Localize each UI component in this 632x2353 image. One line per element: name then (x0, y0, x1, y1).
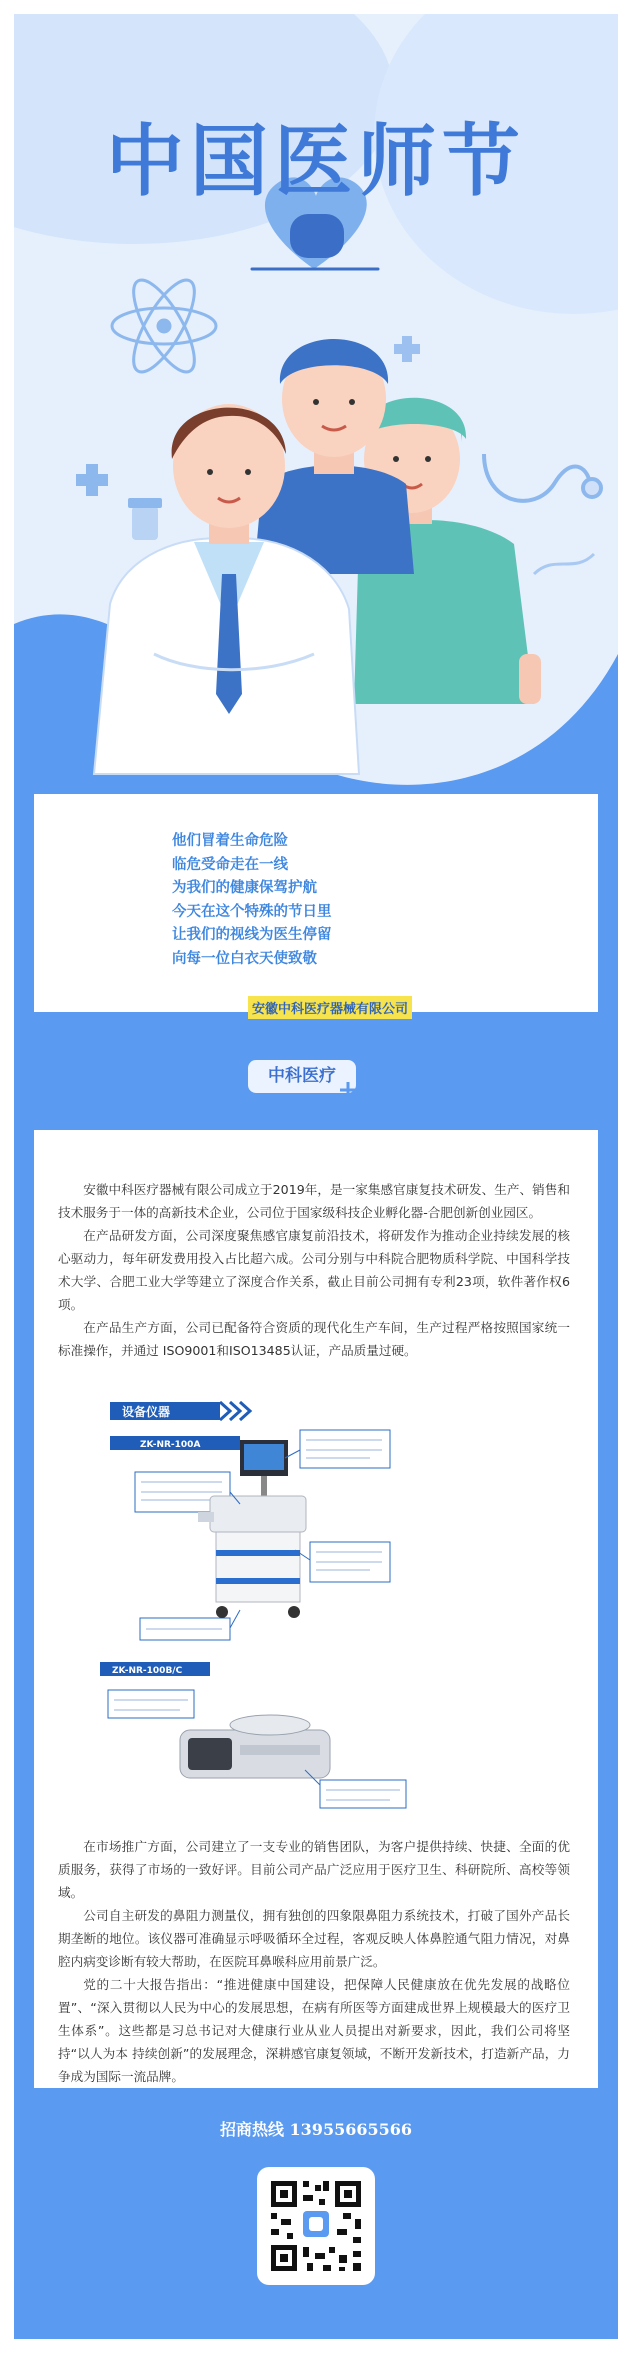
poem-line: 为我们的健康保驾护航 (172, 880, 317, 896)
product-diagram (90, 1400, 420, 1820)
hotline-text: 招商热线 13955665566 (219, 2120, 413, 2139)
medical-cross-icon-small (394, 336, 420, 362)
poem-line: 他们冒着生命危险 (172, 833, 288, 849)
sparkle-icon (340, 1080, 366, 1100)
article-paragraph: 党的二十大报告指出：“推进健康中国建设，把保障人民健康放在优先发展的战略位置”、“深入贯彻以人民为中心的发展思想，在病有所医等方面建成世界上规模最大的医疗卫生体系”。这些都是习总书记对大健康行业从业人员提出对新要求，因此，我们公司将坚持“以人为本 持续创新”的发展理念，深耕感官康复领域，不断开发新技术，打造新产品，力争成为国际一流品牌。 (58, 1977, 570, 2084)
article-paragraph: 在市场推广方面，公司建立了一支专业的销售团队，为客户提供持续、快捷、全面的优质服务，获得了市场的一致好评。目前公司产品广泛应用于医疗卫生、科研院所、高校等领域。 (58, 1839, 570, 1900)
stethoscope-icon (484, 454, 601, 501)
info-box-1 (300, 1430, 390, 1468)
cart-device (198, 1440, 306, 1618)
hero-poster (14, 14, 618, 804)
article-paragraph: 公司自主研发的鼻阻力测量仪，拥有独创的四象限鼻阻力系统技术，打破了国外产品长期垄断的地位。该仪器可准确显示呼吸循环全过程，客观反映人体鼻腔通气阻力情况，对鼻腔内病变诊断有较大帮助，在医院耳鼻喉科应用前景广泛。 (58, 1908, 570, 1969)
medical-cross-icon (76, 464, 108, 496)
diagram-header: 设备仪器 (122, 1405, 171, 1419)
article-paragraph: 在产品研发方面，公司深度聚焦感官康复前沿技术，将研发作为推动企业持续发展的核心驱动力，每年研发费用投入占比超六成。公司分别与中科院合肥物质科学院、中国科学技术大学、合肥工业大学等建立了深度合作关系，截止目前公司拥有专利23项，软件著作权6项。 (58, 1228, 570, 1312)
hero-title: 中国医师节 (105, 117, 526, 207)
dna-icon (534, 554, 594, 574)
section-badge: 中科医疗 (248, 1060, 356, 1093)
model-b-label: ZK-NR-100B/C (112, 1666, 183, 1676)
model-a-label: ZK-NR-100A (140, 1440, 201, 1450)
article-bottom (58, 1835, 570, 2088)
qr-code-card (257, 2167, 375, 2285)
company-name-tag: 安徽中科医疗器械有限公司 (248, 996, 412, 1019)
chevrons-icon (220, 1402, 250, 1420)
info-box-6 (320, 1780, 406, 1808)
poem (172, 830, 472, 971)
info-box-5 (108, 1690, 194, 1718)
article-paragraph: 在产品生产方面，公司已配备符合资质的现代化生产车间，生产过程严格按照国家统一标准操作，并通过 ISO9001和ISO13485认证，产品质量过硬。 (58, 1320, 570, 1358)
desktop-device (180, 1715, 330, 1778)
poem-line: 临危受命走在一线 (172, 856, 288, 873)
qr-code-icon (257, 2167, 375, 2285)
article-top (58, 1178, 570, 1362)
poem-line: 让我们的视线为医生停留 (172, 927, 332, 943)
atom-icon (112, 272, 216, 380)
poem-line: 今天在这个特殊的节日里 (172, 903, 332, 920)
article-paragraph: 安徽中科医疗器械有限公司成立于2019年，是一家集感官康复技术研发、生产、销售和技术服务于一体的高新技术企业，公司位于国家级科技企业孵化器-合肥创新创业园区。 (58, 1182, 570, 1220)
poem-line: 向每一位白衣天使致敬 (172, 950, 317, 967)
pill-bottle-icon (128, 498, 162, 540)
